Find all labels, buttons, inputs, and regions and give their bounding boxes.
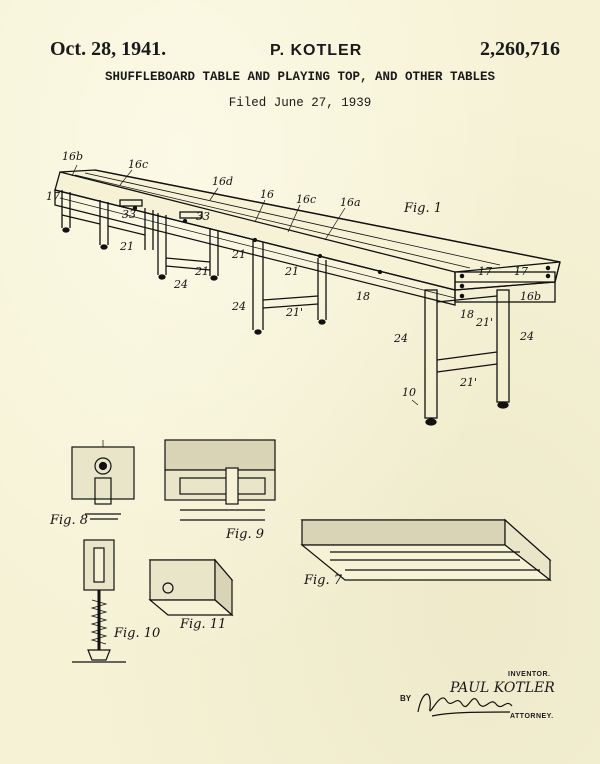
ref-21e: 21' [286, 306, 304, 319]
ref-21a: 21 [120, 240, 134, 253]
fig1-label: Fig. 1 [404, 201, 443, 216]
patent-title: SHUFFLEBOARD TABLE AND PLAYING TOP, AND OTHER TABLES [104, 70, 496, 84]
ref-18a: 18 [356, 290, 370, 303]
ref-16b: 16b [62, 150, 84, 163]
ref-33a: 33 [122, 208, 136, 221]
fig10-drawing [72, 540, 126, 662]
ref-10: 10 [402, 386, 416, 399]
ref-17: 17 [46, 190, 60, 203]
patent-date: Oct. 28, 1941. [50, 38, 167, 60]
ref-24a: 24 [174, 278, 188, 291]
ref-21d: 21 [285, 265, 299, 278]
fig11-drawing [150, 560, 232, 615]
attorney-signature [418, 694, 512, 716]
by-label: BY [400, 694, 412, 703]
fig10-label: Fig. 10 [114, 626, 161, 641]
fig11-label: Fig. 11 [180, 617, 227, 632]
ref-16c: 16c [128, 158, 149, 171]
fig7-label: Fig. 7 [304, 573, 343, 588]
fig7-drawing [302, 520, 550, 580]
ref-21c: 21 [195, 265, 209, 278]
ref-21g: 21' [460, 376, 478, 389]
ref-24b: 24 [232, 300, 246, 313]
fig8-label: Fig. 8 [50, 513, 89, 528]
ref-21b: 21 [232, 248, 246, 261]
fig8-drawing [72, 440, 134, 519]
filed-date: Filed June 27, 1939 [228, 96, 372, 110]
ref-16b-2: 16b [520, 290, 542, 303]
attorney-label: ATTORNEY. [510, 713, 554, 720]
ref-16d: 16d [212, 175, 234, 188]
patent-number: 2,260,716 [480, 38, 560, 60]
inventor-header: P. KOTLER [270, 42, 363, 59]
ref-17b: 17 [478, 265, 492, 278]
ref-16c-2: 16c [296, 193, 317, 206]
ref-33b: 33 [196, 210, 210, 223]
ref-16: 16 [260, 188, 274, 201]
inventor-name: PAUL KOTLER [450, 680, 555, 696]
ref-18b: 18 [460, 308, 474, 321]
ref-21f: 21' [476, 316, 494, 329]
ref-16a: 16a [340, 196, 361, 209]
ref-24d: 24 [520, 330, 534, 343]
fig9-drawing [165, 440, 275, 520]
fig9-label: Fig. 9 [226, 527, 265, 542]
ref-17c: 17 [514, 265, 528, 278]
ref-24c: 24 [394, 332, 408, 345]
inventor-label: INVENTOR. [508, 671, 551, 678]
